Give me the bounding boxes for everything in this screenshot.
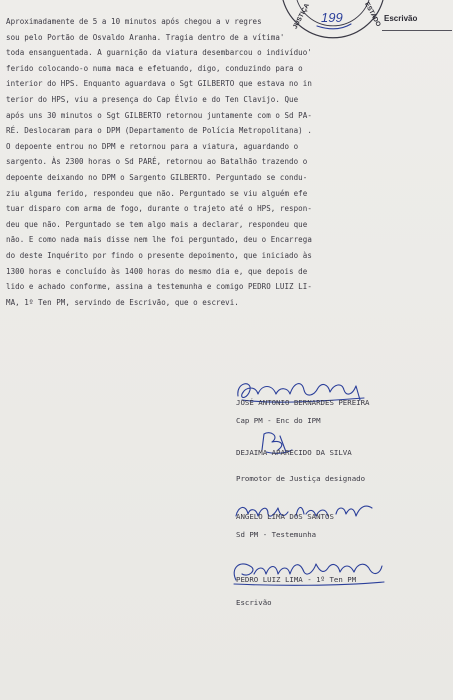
signatory-name-4: PEDRO LUIZ LIMA - 1º Ten PM: [236, 575, 357, 584]
signatory-name-2: DEJAIMA APARECIDO DA SILVA: [236, 448, 352, 457]
stamp-arc-top-text: JUSTIÇA: [291, 2, 312, 31]
body-line: terior do HPS, viu a presença do Cap Élvio e do Ten Clavijo. Que: [6, 94, 299, 104]
body-line: interior do HPS. Enquanto aguardava o Sgt GILBERTO que estava no in: [6, 79, 312, 89]
body-line: MA, 1º Ten PM, servindo de Escrivão, que o escrevi.: [6, 297, 239, 307]
signatory-role-2: Promotor de Justiça designado: [236, 474, 366, 483]
signatory-role-4: Escrivão: [236, 598, 272, 607]
body-line: RÉ. Deslocaram para o DPM (Departamento de Polícia Metropolitana) .: [6, 126, 312, 136]
signatory-role-3: Sd PM - Testemunha: [236, 530, 317, 539]
body-line: ferido colocando-o numa maca e efetuando, digo, conduzindo para o: [6, 63, 303, 73]
body-line: não. E como nada mais disse nem lhe foi perguntado, deu o Encarrega: [6, 235, 312, 245]
signatory-name-3: ANGELO LIMA DOS SANTOS: [236, 512, 334, 521]
body-line: após uns 30 minutos o Sgt GILBERTO retornou juntamente com o Sd PA-: [6, 110, 312, 120]
body-line: Aproximadamente de 5 a 10 minutos após chegou a v regres: [6, 17, 262, 26]
body-line: 1300 horas e concluído às 1400 horas do mesmo dia e, que depois de: [6, 266, 308, 276]
body-line: sargento. Às 2300 horas o Sd PARÉ, retornou ao Batalhão trazendo o: [6, 157, 308, 167]
body-line: do deste Inquérito por findo o presente depoimento, que iniciado às: [6, 250, 312, 260]
body-line: lido e achado conforme, assina a testemunha e comigo PEDRO LUIZ LI-: [6, 282, 312, 292]
stamp-escrivao-label: Escrivão: [384, 14, 418, 23]
body-line: O depoente entrou no DPM e retornou para a viatura, aguardando o: [6, 141, 299, 151]
body-line: sou pelo Portão de Osvaldo Aranha. Tragia dentro de a vítima': [6, 32, 285, 42]
body-line: depoente deixando no DPM o Sargento GILBERTO. Perguntado se condu-: [6, 172, 308, 182]
body-line: deu que não. Perguntado se tem algo mais a declarar, respondeu que: [6, 219, 308, 229]
body-line: toda ensanguentada. A guarnição da viatura desembarcou o indivíduo': [6, 48, 312, 58]
deposition-body: [6, 14, 426, 310]
stamp-arc-side-text: ESTADO: [363, 1, 382, 28]
stamp-page-number: 199: [321, 10, 343, 25]
signatory-role-1: Cap PM - Enc do IPM: [236, 416, 321, 425]
body-line: ziu alguma ferido, respondeu que não. Perguntado se viu alguém efe: [6, 188, 308, 198]
body-line: tuar disparo com arma de fogo, durante o trajeto até o HPS, respon-: [6, 204, 312, 214]
signatory-name-1: JOSÉ ANTONIO BERNARDES PEREIRA: [236, 398, 370, 407]
